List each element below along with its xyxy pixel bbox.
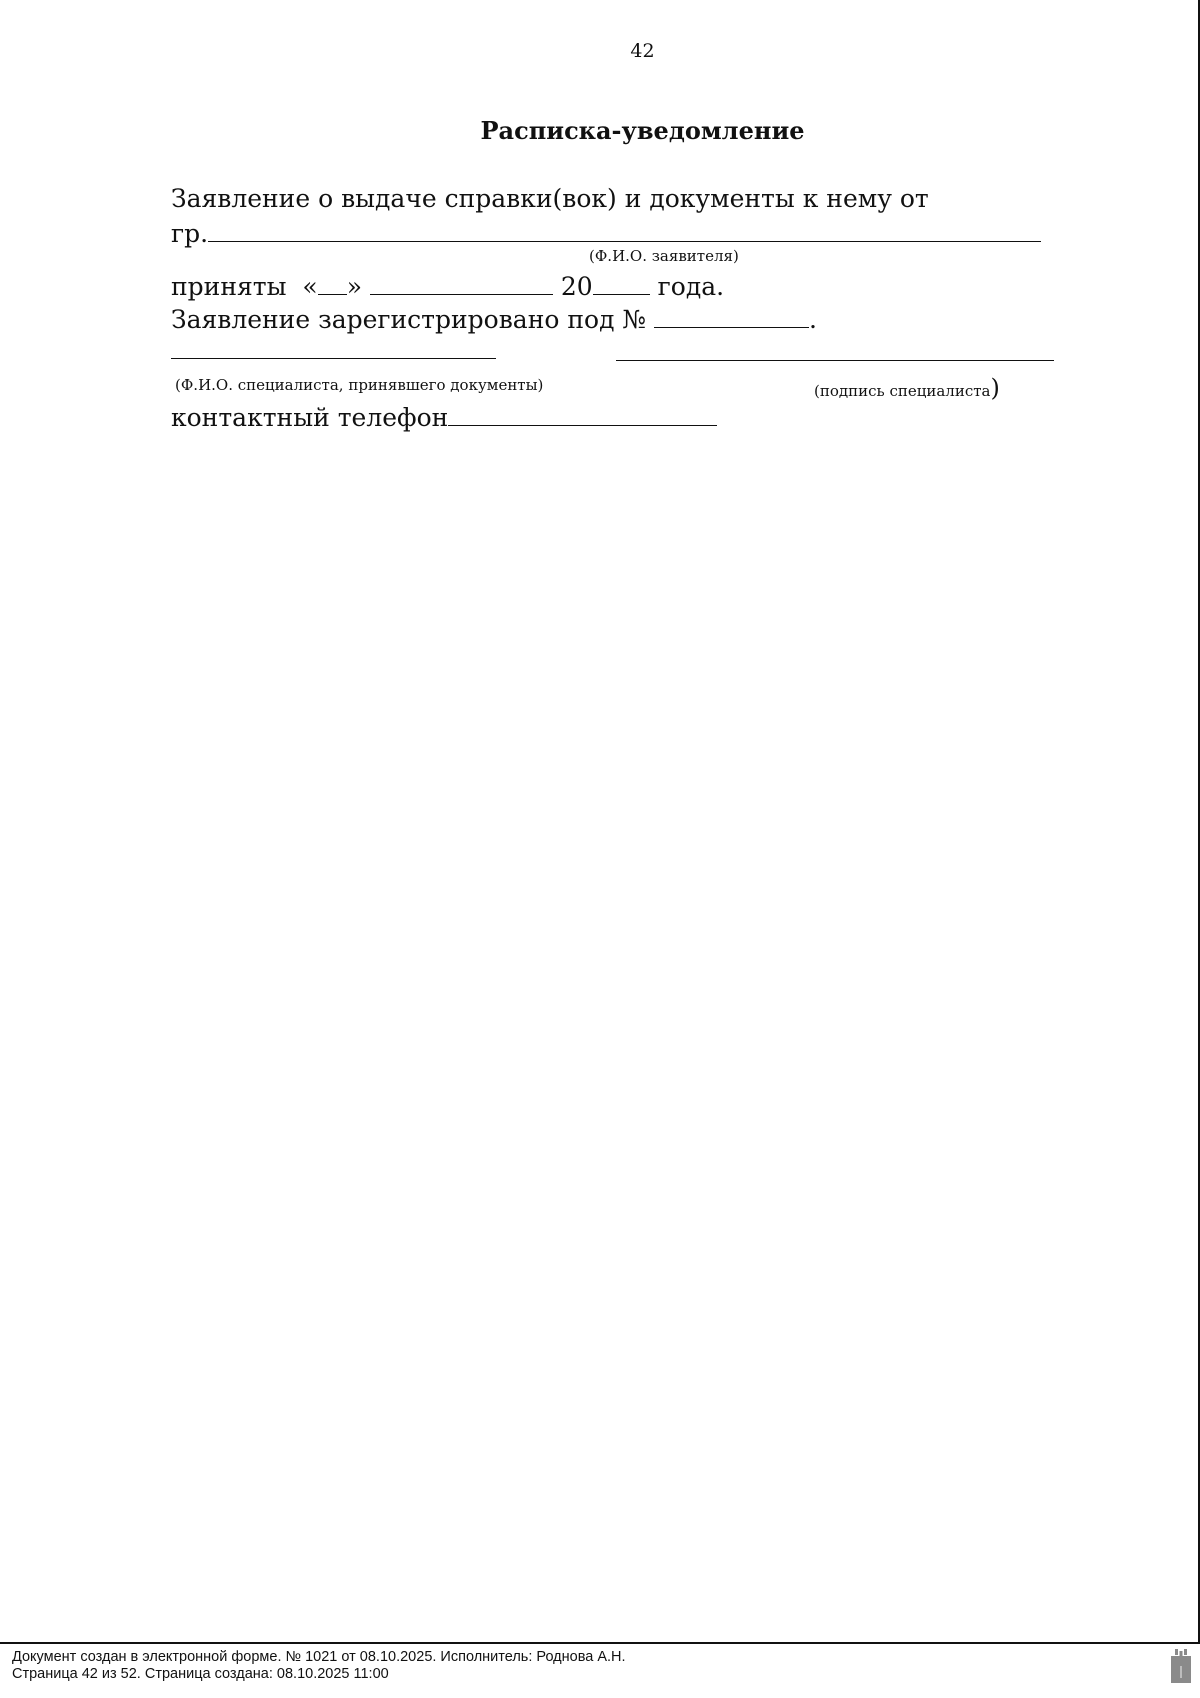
registration-number-field[interactable] <box>654 305 809 328</box>
document-title: Расписка-уведомление <box>480 116 805 145</box>
phone-line <box>171 403 717 430</box>
footer <box>12 1649 626 1683</box>
registered-suffix: . <box>809 305 817 334</box>
applicant-name-field[interactable] <box>208 219 1041 242</box>
signature-caption-close: ) <box>990 374 1000 402</box>
statement-text: Заявление о выдаче справки(вок) и документы к нему от <box>171 184 929 213</box>
registered-line <box>171 305 817 332</box>
phone-label: контактный телефон <box>171 403 449 432</box>
footer-line-1: Документ создан в электронной форме. № 1021 от 08.10.2025. Исполнитель: Роднова А.Н. <box>12 1649 626 1665</box>
year-word: года. <box>657 272 725 301</box>
month-field[interactable] <box>370 272 553 295</box>
footer-rule <box>0 1642 1200 1644</box>
day-field[interactable] <box>318 272 347 295</box>
signature-caption-text: (подпись специалиста <box>814 382 991 400</box>
footer-line-2: Страница 42 из 52. Страница создана: 08.10.2025 11:00 <box>12 1666 389 1682</box>
specialist-signature-field[interactable] <box>616 360 1054 361</box>
applicant-caption: (Ф.И.О. заявителя) <box>589 247 739 265</box>
year-field[interactable] <box>593 272 650 295</box>
century-text: 20 <box>560 272 593 301</box>
accepted-prefix: приняты <box>171 272 287 301</box>
citizen-prefix: гр. <box>171 219 209 248</box>
quote-close: » <box>346 272 362 301</box>
specialist-caption: (Ф.И.О. специалиста, принявшего документы) <box>175 376 544 394</box>
coat-of-arms-icon <box>1170 1648 1192 1684</box>
registered-prefix: Заявление зарегистрировано под № <box>171 305 647 334</box>
statement-line <box>171 186 929 211</box>
accepted-line <box>171 272 724 299</box>
specialist-name-field[interactable] <box>171 358 496 359</box>
quote-open: « <box>302 272 318 301</box>
citizen-line <box>171 219 1041 246</box>
signature-caption <box>814 376 1000 400</box>
page-number: 42 <box>630 40 655 62</box>
phone-field[interactable] <box>448 403 717 426</box>
